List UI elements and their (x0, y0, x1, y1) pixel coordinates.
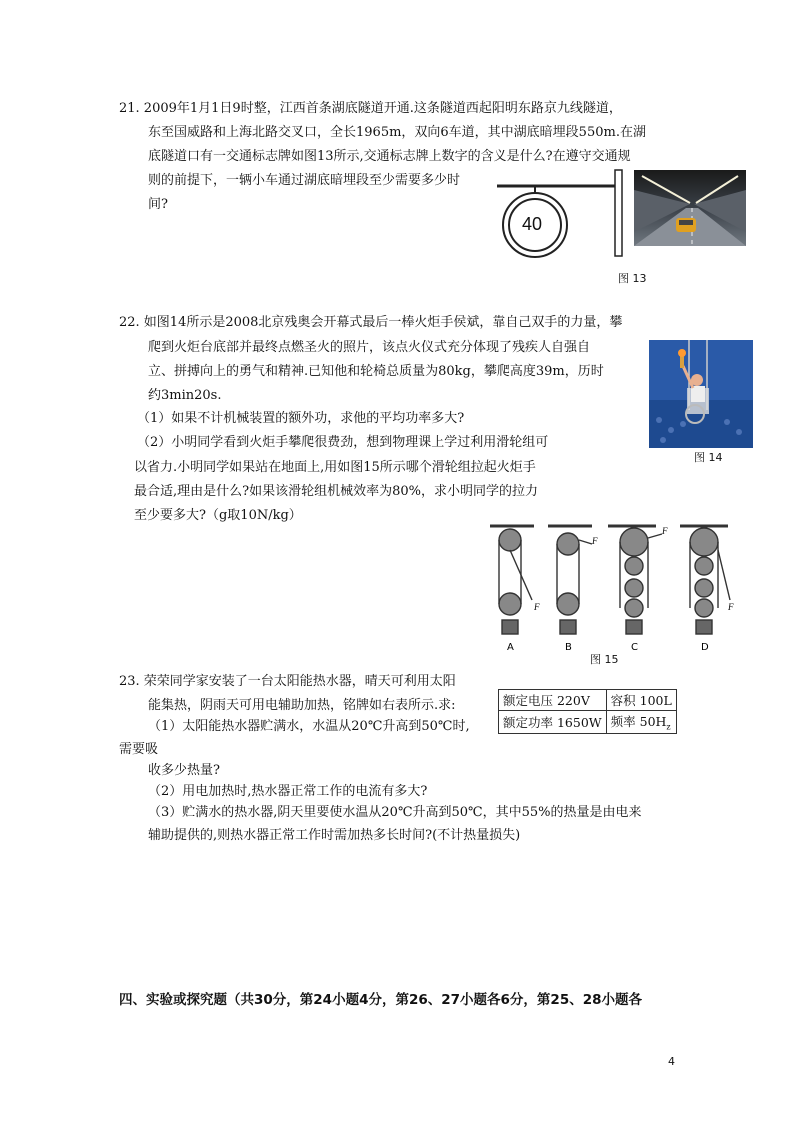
fig14-caption: 图 14 (694, 451, 723, 464)
force-label-d: F (728, 602, 734, 612)
force-label-b: F (592, 536, 598, 546)
q21-line-2: 东至国威路和上海北路交叉口，全长1965m，双向6车道，其中湖底暗埋段550m.在湖 (148, 125, 646, 140)
q21-line-5: 间? (148, 197, 168, 212)
q22-line-1: 22. 如图14所示是2008北京残奥会开幕式最后一棒火炬手侯斌，靠自己双手的力量，攀 (119, 315, 623, 330)
pulley-label-c: C (631, 642, 638, 653)
tunnel-photo (634, 170, 746, 246)
q21-line-3: 底隧道口有一交通标志牌如图13所示,交通标志牌上数字的含义是什么?在遵守交通规 (148, 149, 631, 164)
fig13-caption: 图 13 (618, 272, 647, 285)
traffic-sign-figure (495, 168, 630, 260)
q23-line-3: （1）太阳能热水器贮满水，水温从20℃升高到50℃时, (148, 719, 470, 734)
pulley-label-b: B (565, 642, 572, 653)
pulley-label-d: D (701, 642, 709, 653)
q22-line-3: 立、拼搏向上的勇气和精神.已知他和轮椅总质量为80kg，攀爬高度39m，历时 (148, 364, 604, 379)
pulley-label-a: A (507, 642, 514, 653)
section-4-heading: 四、实验或探究题（共30分，第24小题4分，第26、27小题各6分，第25、28小题各 (119, 992, 643, 1008)
spec-capacity: 容积 100L (606, 690, 676, 711)
q23-line-4: 需要吸 (119, 742, 159, 757)
q22-line-5: （1）如果不计机械装置的额外功，求他的平均功率多大? (137, 411, 465, 426)
q23-line-2: 能集热，阴雨天可用电辅助加热，铭牌如右表所示.求: (148, 698, 456, 713)
q23-line-7: （3）贮满水的热水器,阴天里要使水温从20℃升高到50℃，其中55%的热量是由电来 (148, 805, 642, 820)
sign-number: 40 (522, 214, 543, 234)
q22-line-9: 至少要多大?（g取10N/kg） (134, 508, 302, 523)
spec-voltage: 额定电压 220V (499, 690, 607, 711)
heater-spec-table (498, 689, 677, 734)
q22-line-4: 约3min20s. (148, 388, 222, 403)
q23-line-8: 辅助提供的,则热水器正常工作时需加热多长时间?(不计热量损失) (148, 828, 521, 843)
page-number: 4 (668, 1055, 675, 1068)
spec-power: 额定功率 1650W (499, 711, 607, 734)
q22-line-6: （2）小明同学看到火炬手攀爬很费劲，想到物理课上学过利用滑轮组可 (137, 435, 549, 450)
spec-frequency-sub: z (666, 722, 671, 732)
q22-line-8: 最合适,理由是什么?如果该滑轮组机械效率为80%，求小明同学的拉力 (134, 484, 538, 499)
torchbearer-photo (649, 340, 753, 448)
force-label-c: F (662, 526, 668, 536)
q21-line-4: 则的前提下，一辆小车通过湖底暗埋段至少需要多少时 (148, 173, 461, 188)
q23-line-5: 收多少热量? (148, 763, 220, 778)
pulley-a (499, 529, 532, 634)
q23-line-1: 23. 荣荣同学家安装了一台太阳能热水器，晴天可利用太阳 (119, 674, 456, 689)
pulley-c (620, 528, 662, 634)
force-label-a: F (534, 602, 540, 612)
q22-line-7: 以省力.小明同学如果站在地面上,用如图15所示哪个滑轮组拉起火炬手 (134, 460, 536, 475)
q22-line-2: 爬到火炬台底部并最终点燃圣火的照片，该点火仪式充分体现了残疾人自强自 (148, 340, 591, 355)
spec-frequency (606, 711, 676, 734)
q23-line-6: （2）用电加热时,热水器正常工作的电流有多大? (148, 784, 428, 799)
spec-frequency-text: 频率 50H (610, 714, 667, 729)
pulley-b (557, 533, 592, 634)
pulley-d (690, 528, 730, 634)
q21-line-1: 21. 2009年1月1日9时整，江西首条湖底隧道开通.这条隧道西起阳明东路京九线隧道， (119, 101, 622, 116)
fig15-caption: 图 15 (590, 653, 619, 666)
pulley-figure (484, 520, 740, 660)
